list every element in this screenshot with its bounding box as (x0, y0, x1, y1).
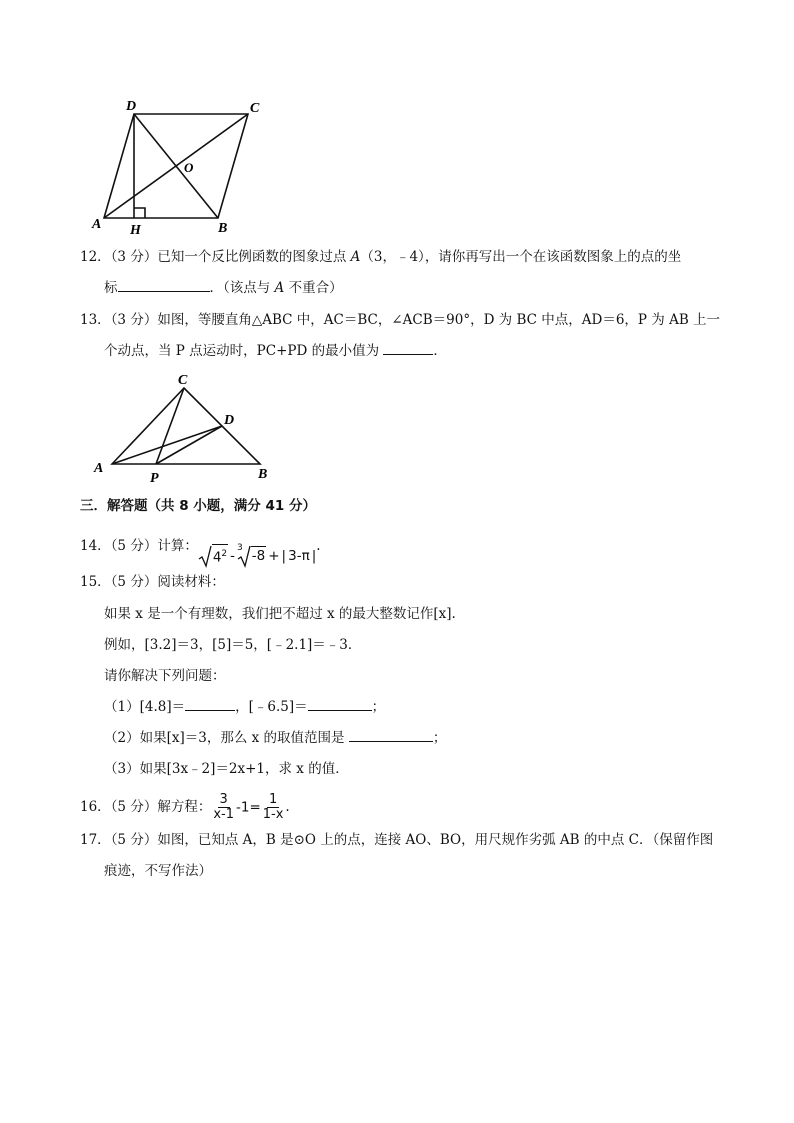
abs-content: 3-π (288, 547, 310, 564)
label-d: D (224, 413, 235, 428)
sqrt-exponent: 2 (221, 549, 228, 560)
q15-number: 15． (80, 574, 111, 590)
q17-text1: 如图，已知点 A，B 是⊙O 上的点，连接 AO、BO，用尺规作劣弧 AB 的中点 C．（保留作图 (157, 832, 714, 848)
label-a: A (94, 461, 104, 476)
segment-pc (156, 388, 184, 464)
q12-coords: （3，﹣4） (360, 249, 425, 265)
minus-sign: - (230, 547, 236, 564)
label-a: A (92, 217, 102, 232)
q15-sub1-c: ； (371, 699, 386, 715)
cbrt-index: 3 (237, 542, 243, 553)
abs-left-bar: | (281, 547, 287, 564)
q16-end: . (285, 799, 290, 815)
diagonal-db (134, 114, 218, 218)
q15-paragraph1: 如果 x 是一个有理数，我们把不超过 x 的最大整数记作[x]. (104, 606, 456, 622)
triangle-figure (90, 370, 275, 485)
cbrt-radicand: -8 (251, 548, 266, 564)
q15-sub3: （3）如果[3x﹣2]＝2x+1，求 x 的值． (104, 761, 349, 777)
q16-lead: 解方程： (157, 799, 212, 815)
cbrt-sign (237, 544, 251, 568)
q14-end: . (316, 538, 321, 554)
q15-title: 阅读材料： (157, 574, 225, 590)
section-title: 三．解答题（共 8 小题，满分 41 分） (80, 498, 316, 514)
q13-answer-blank[interactable] (383, 342, 433, 355)
sqrt-sign (198, 544, 212, 568)
q13-text3: ． (433, 343, 447, 359)
plus-sign: + (268, 547, 280, 564)
q13-line2 (104, 342, 447, 360)
q17-line1 (80, 831, 713, 849)
q12-text2: ，请你再写出一个在该函数图象上的点的坐 (424, 249, 682, 265)
q14-line (80, 533, 321, 566)
parallelogram-figure (90, 96, 270, 236)
q12-text1: 已知一个反比例函数的图象过点 (157, 249, 351, 265)
sqrt-radicand (212, 544, 228, 567)
q15-title-line (80, 573, 225, 591)
q15-score: （5 分） (110, 574, 158, 590)
q17-line2: 痕迹，不写作法） (104, 863, 212, 879)
q14-lead: 计算： (157, 538, 198, 554)
label-b: B (218, 221, 228, 236)
q12-line1 (80, 248, 681, 266)
q16-middle: -1= (235, 799, 261, 816)
q13-number: 13． (80, 312, 111, 328)
label-p: P (150, 471, 159, 485)
q15-paragraph3: 请你解决下列问题： (104, 668, 226, 684)
q15-sub1-b: ，[﹣6.5]＝ (235, 699, 308, 715)
label-d: D (126, 99, 137, 114)
q12-score: （3 分） (110, 249, 158, 265)
fraction1-denominator: x-1 (213, 807, 234, 822)
q15-sub1 (104, 698, 385, 716)
label-o: O (184, 160, 194, 175)
q15-sub2-blank[interactable] (349, 729, 433, 742)
q15-sub2 (104, 729, 446, 747)
q13-score: （3 分） (110, 312, 158, 328)
right-angle-mark (134, 208, 145, 218)
fraction1-numerator: 3 (219, 792, 228, 807)
q16-score: （5 分） (110, 799, 158, 815)
q15-sub2-b: ； (432, 730, 447, 746)
fraction2-numerator: 1 (268, 792, 278, 807)
q12-number: 12． (80, 249, 111, 265)
sqrt-base: 4 (212, 549, 222, 566)
q15-sub1-a: （1）[4.8]＝ (104, 699, 186, 715)
label-c: C (178, 373, 188, 388)
q12-text3: 标 (104, 280, 118, 296)
triangle-abc (112, 388, 260, 464)
q13-line1 (80, 311, 720, 329)
q16-fraction2 (261, 793, 286, 822)
q16-fraction1 (211, 793, 236, 822)
q16-number: 16． (80, 799, 111, 815)
fraction2-denominator: 1-x (262, 807, 284, 822)
q17-score: （5 分） (110, 832, 158, 848)
q17-number: 17． (80, 832, 111, 848)
q15-paragraph2: 例如，[3.2]＝3，[5]＝5，[﹣2.1]＝﹣3． (104, 637, 362, 653)
q12-answer-blank[interactable] (118, 279, 210, 292)
q14-expression (198, 535, 317, 566)
q15-sub1-blank2[interactable] (308, 698, 372, 711)
q15-sub1-blank1[interactable] (185, 698, 235, 711)
q14-number: 14． (80, 538, 111, 554)
q12-line2 (104, 279, 343, 297)
q13-text2: 个动点，当 P 点运动时，PC+PD 的最小值为 (104, 343, 384, 359)
q16-line (80, 791, 290, 823)
abs-right-bar: | (311, 547, 317, 564)
q15-sub2-a: （2）如果[x]＝3，那么 x 的取值范围是 (104, 730, 349, 746)
q13-text1: 如图，等腰直角△ABC 中，AC＝BC，∠ACB＝90°，D 为 BC 中点，AD＝6，P 为 AB 上一 (157, 312, 721, 328)
label-h: H (130, 223, 141, 236)
label-c: C (250, 101, 260, 116)
q12-text5: 不重合） (284, 280, 343, 296)
q14-score: （5 分） (110, 538, 158, 554)
label-b: B (258, 467, 268, 482)
q12-point: A (350, 249, 361, 265)
q12-text4: ．（该点与 (209, 280, 275, 296)
q12-point2: A (274, 280, 285, 296)
